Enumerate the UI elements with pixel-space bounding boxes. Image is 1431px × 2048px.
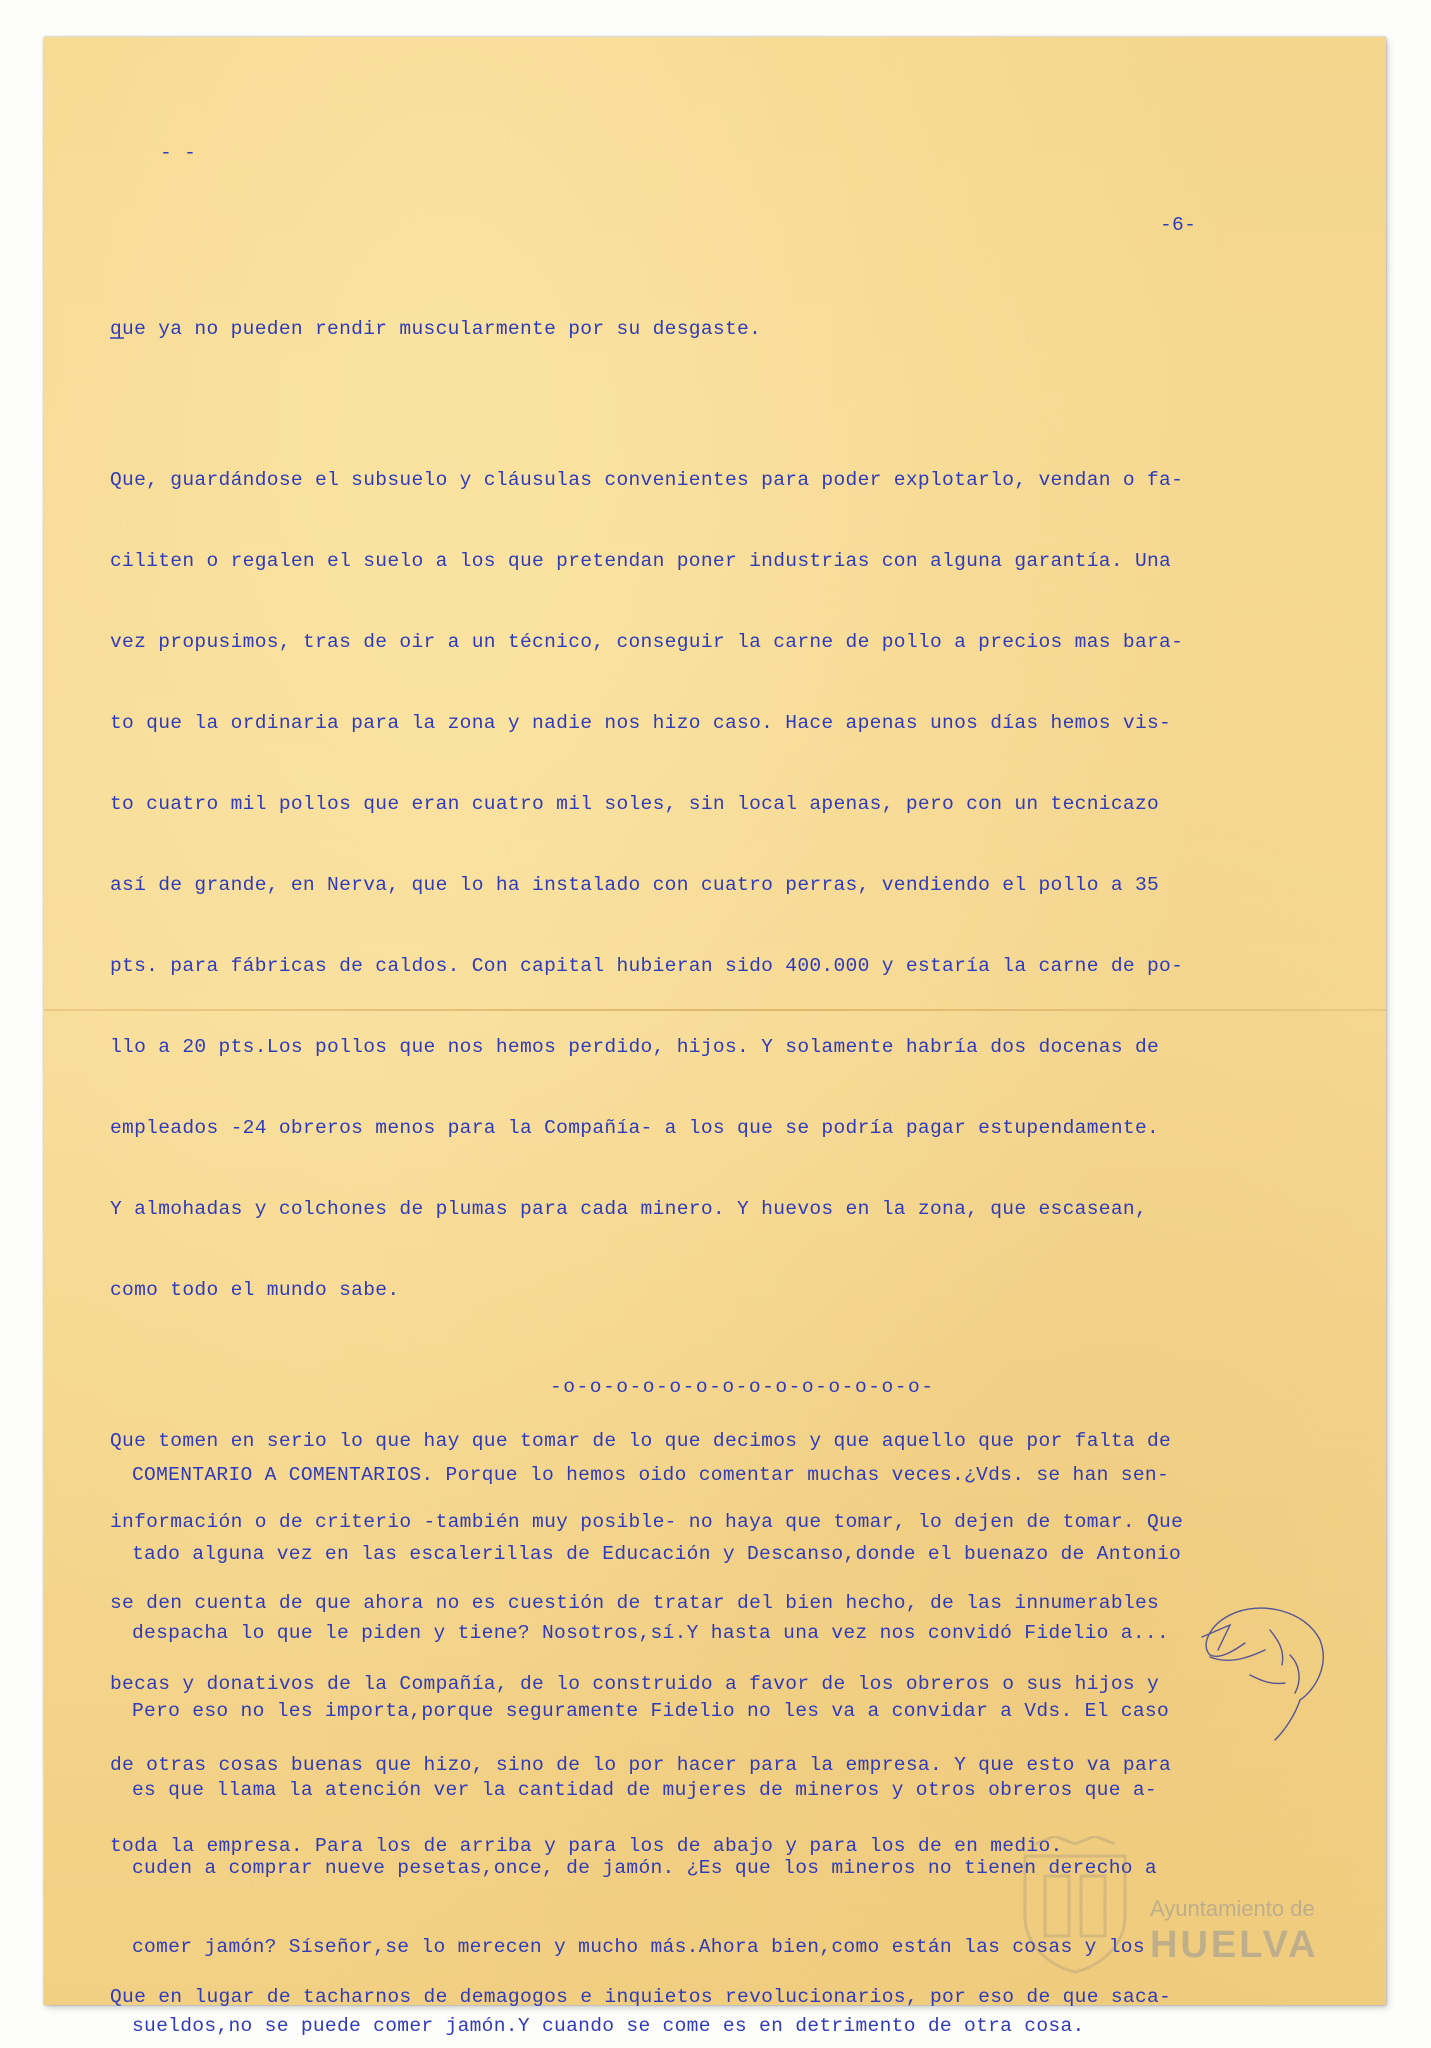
text-line: de otras cosas buenas que hizo, sino de lo por hacer para la empresa. Y que esto va para <box>110 1754 1172 1776</box>
text-line: tado alguna vez en las escalerillas de Educación y Descanso,donde el buenazo de Antonio <box>132 1543 1182 1566</box>
text-line: que ya no pueden rendir muscularmente por su desgaste. <box>110 318 762 340</box>
text-line: Pero eso no les importa,porque seguramente Fidelio no les va a convidar a Vds. El caso <box>132 1700 1170 1723</box>
hand-sketch-face-icon <box>1190 1595 1340 1745</box>
text-line: cuden a comprar nueve pesetas,once, de jamón. ¿Es que los mineros no tienen derecho a <box>132 1857 1157 1880</box>
stray-mark: - - <box>160 142 197 164</box>
text-line: to cuatro mil pollos que eran cuatro mil soles, sin local apenas, pero con un tecnicazo <box>110 793 1160 815</box>
text-line: despacha lo que le piden y tiene? Nosotros,sí.Y hasta una vez nos convidó Fidelio a... <box>132 1621 1170 1644</box>
text-line: llo a 20 pts.Los pollos que nos hemos perdido, hijos. Y solamente habría dos docenas de <box>110 1036 1160 1058</box>
text-line: toda la empresa. Para los de arriba y para los de abajo y para los de en medio. <box>110 1835 1063 1857</box>
archive-watermark <box>1150 1896 1350 1967</box>
text-line: vez propusimos, tras de oir a un técnico, conseguir la carne de pollo a precios mas bara- <box>110 631 1184 653</box>
text-line: empleados -24 obreros menos para la Compañía- a los que se podría pagar estupendamente. <box>110 1117 1160 1139</box>
text-line: Y almohadas y colchones de plumas para cada minero. Y huevos en la zona, que escasean, <box>110 1198 1148 1220</box>
text-line: comer jamón? Síseñor,se lo merecen y mucho más.Ahora bien,como están las cosas y los <box>132 1936 1145 1959</box>
paragraph-2 <box>110 413 1335 1358</box>
watermark-line-1: Ayuntamiento de <box>1150 1896 1315 1921</box>
paragraph-1 <box>110 262 1335 397</box>
text-line: Que en lugar de tacharnos de demagogos e inquietos revolucionarios, por eso de que saca- <box>110 1986 1172 2008</box>
text-line: es que llama la atención ver la cantidad de mujeres de mineros y otros obreros que a- <box>132 1778 1157 1801</box>
text-line: COMENTARIO A COMENTARIOS. Porque lo hemos oido comentar muchas veces.¿Vds. se han sen- <box>132 1464 1170 1487</box>
text-line: información o de criterio -también muy posible- no haya que tomar, lo dejen de tomar. Que <box>110 1511 1184 1533</box>
page-number: -6- <box>1160 214 1197 236</box>
text-line: como todo el mundo sabe. <box>110 1279 400 1301</box>
text-line: becas y donativos de la Compañía, de lo construido a favor de los obreros o sus hijos y <box>110 1673 1160 1695</box>
text-line: Que, guardándose el subsuelo y cláusulas convenientes para poder explotarlo, vendan o fa- <box>110 469 1184 491</box>
text-line: sueldos,no se puede comer jamón.Y cuando se come es en detrimento de otra cosa. <box>132 2014 1085 2037</box>
watermark-line-2: HUELVA <box>1150 1924 1319 1966</box>
section-separator: -o-o-o-o-o-o-o-o-o-o-o-o-o-o- <box>550 1376 935 1398</box>
text-line: ciliten o regalen el suelo a los que pretendan poner industrias con alguna garantía. Una <box>110 550 1172 572</box>
text-line: to que la ordinaria para la zona y nadie nos hizo caso. Hace apenas unos días hemos vis- <box>110 712 1172 734</box>
municipal-seal-icon <box>1015 1836 1135 1976</box>
text-line: pts. para fábricas de caldos. Con capital hubieran sido 400.000 y estaría la carne de po- <box>110 955 1184 977</box>
text-line: se den cuenta de que ahora no es cuestión de tratar del bien hecho, de las innumerables <box>110 1592 1160 1614</box>
text-line: Que tomen en serio lo que hay que tomar de lo que decimos y que aquello que por falta de <box>110 1430 1172 1452</box>
text-line: así de grande, en Nerva, que lo ha instalado con cuatro perras, vendiendo el pollo a 35 <box>110 874 1160 896</box>
